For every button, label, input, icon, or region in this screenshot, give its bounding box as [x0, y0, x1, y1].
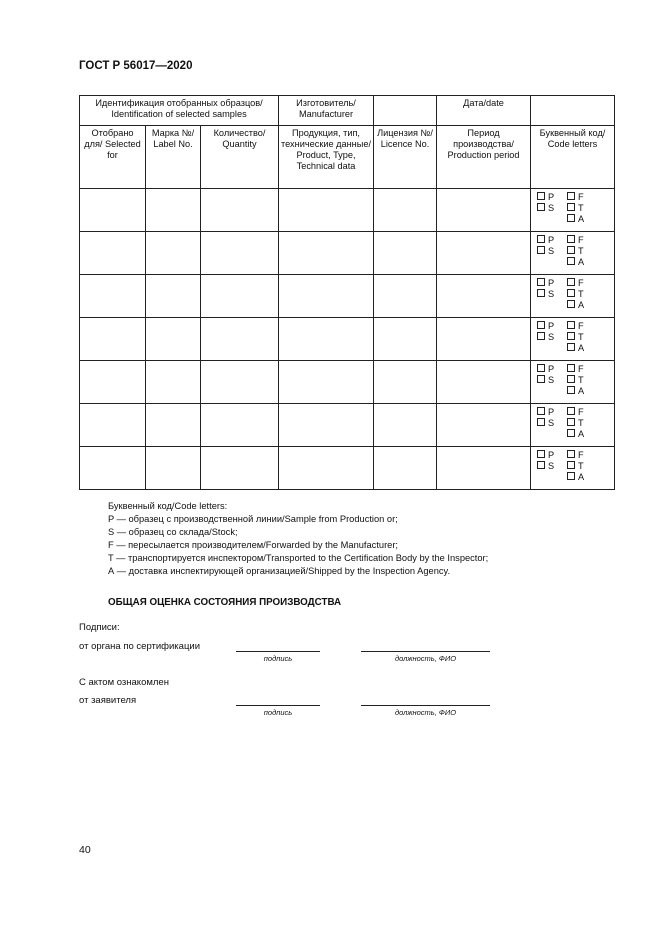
header-empty	[374, 96, 437, 126]
code-option-f[interactable]: F	[567, 192, 584, 203]
col-product: Продукция, тип, технические данные/ Product, Type, Technical data	[279, 126, 374, 189]
cell-product[interactable]	[279, 275, 374, 318]
cell-label-no[interactable]	[146, 189, 201, 232]
code-option-f[interactable]: F	[567, 364, 584, 375]
table-row	[80, 189, 615, 232]
cell-selected-for[interactable]	[80, 404, 146, 447]
code-group-origin	[531, 450, 567, 472]
checkbox-icon[interactable]	[567, 203, 575, 211]
checkbox-icon[interactable]	[567, 472, 575, 480]
note-item: S — образец со склада/Stock;	[108, 527, 238, 537]
checkbox-icon[interactable]	[567, 364, 575, 372]
cell-quantity[interactable]	[201, 404, 279, 447]
cell-code-letters	[531, 318, 615, 361]
code-option-p[interactable]: P	[537, 235, 567, 246]
code-group-origin	[531, 192, 567, 214]
checkbox-icon[interactable]	[567, 450, 575, 458]
cell-product[interactable]	[279, 189, 374, 232]
checkbox-icon[interactable]	[567, 214, 575, 222]
checkbox-icon[interactable]	[567, 192, 575, 200]
checkbox-icon[interactable]	[567, 407, 575, 415]
checkbox-icon[interactable]	[567, 300, 575, 308]
cell-selected-for[interactable]	[80, 447, 146, 490]
checkbox-icon[interactable]	[537, 407, 545, 415]
code-option-s[interactable]: S	[537, 246, 567, 257]
checkbox-icon[interactable]	[537, 332, 545, 340]
table-row	[80, 232, 615, 275]
cell-licence[interactable]	[374, 447, 437, 490]
cell-selected-for[interactable]	[80, 361, 146, 404]
code-option-p[interactable]: P	[537, 278, 567, 289]
header-date-value[interactable]	[531, 96, 615, 126]
code-group-transport	[567, 450, 584, 483]
code-option-t[interactable]: T	[567, 332, 584, 343]
applicant-signature-hint: подпись	[263, 708, 293, 717]
checkbox-icon[interactable]	[537, 192, 545, 200]
acquainted-label: С актом ознакомлен	[79, 677, 169, 688]
cell-quantity[interactable]	[201, 361, 279, 404]
code-group-transport	[567, 278, 584, 311]
checkbox-icon[interactable]	[537, 278, 545, 286]
code-option-a[interactable]: A	[567, 386, 584, 397]
checkbox-icon[interactable]	[537, 418, 545, 426]
col-selected-for: Отобрано для/ Selected for	[80, 126, 146, 189]
col-licence: Лицензия №/ Licence No.	[374, 126, 437, 189]
code-option-f[interactable]: F	[567, 235, 584, 246]
cert-body-signature-line[interactable]	[236, 651, 320, 652]
code-group-transport	[567, 321, 584, 354]
code-option-a[interactable]: A	[567, 343, 584, 354]
applicant-position-line[interactable]	[361, 705, 490, 706]
cell-licence[interactable]	[374, 189, 437, 232]
code-group-origin	[531, 235, 567, 257]
code-option-p[interactable]: P	[537, 364, 567, 375]
cert-body-signature-hint: подпись	[263, 654, 293, 663]
notes-title: Буквенный код/Code letters:	[108, 501, 228, 511]
cell-label-no[interactable]	[146, 232, 201, 275]
cell-quantity[interactable]	[201, 318, 279, 361]
checkbox-icon[interactable]	[537, 246, 545, 254]
checkbox-icon[interactable]	[567, 235, 575, 243]
cell-code-letters	[531, 275, 615, 318]
cell-label-no[interactable]	[146, 361, 201, 404]
checkbox-icon[interactable]	[567, 321, 575, 329]
cell-licence[interactable]	[374, 275, 437, 318]
samples-table	[79, 95, 615, 490]
cell-quantity[interactable]	[201, 232, 279, 275]
cell-selected-for[interactable]	[80, 275, 146, 318]
table-row	[80, 361, 615, 404]
checkbox-icon[interactable]	[567, 375, 575, 383]
checkbox-icon[interactable]	[567, 278, 575, 286]
cell-product[interactable]	[279, 361, 374, 404]
cell-quantity[interactable]	[201, 275, 279, 318]
code-option-p[interactable]: P	[537, 321, 567, 332]
table-column-header-row	[80, 126, 615, 189]
code-option-f[interactable]: F	[567, 278, 584, 289]
cell-production-period[interactable]	[437, 447, 531, 490]
cell-quantity[interactable]	[201, 189, 279, 232]
cert-body-position-line[interactable]	[361, 651, 490, 652]
code-group-transport	[567, 364, 584, 397]
table-row	[80, 447, 615, 490]
cell-label-no[interactable]	[146, 275, 201, 318]
checkbox-icon[interactable]	[537, 321, 545, 329]
cell-code-letters	[531, 404, 615, 447]
cell-production-period[interactable]	[437, 232, 531, 275]
note-item: P — образец с производственной линии/Sample from Production or;	[108, 514, 398, 524]
cell-selected-for[interactable]	[80, 189, 146, 232]
code-option-s[interactable]: S	[537, 375, 567, 386]
table-row	[80, 275, 615, 318]
cell-label-no[interactable]	[146, 318, 201, 361]
cell-label-no[interactable]	[146, 404, 201, 447]
code-option-a[interactable]: A	[567, 472, 584, 483]
code-option-t[interactable]: T	[567, 418, 584, 429]
table-row	[80, 404, 615, 447]
checkbox-icon[interactable]	[537, 203, 545, 211]
cell-code-letters	[531, 232, 615, 275]
header-date: Дата/date	[437, 96, 531, 126]
applicant-position-hint: должность, ФИО	[394, 708, 457, 717]
cell-production-period[interactable]	[437, 275, 531, 318]
checkbox-icon[interactable]	[567, 289, 575, 297]
code-option-a[interactable]: A	[567, 429, 584, 440]
col-production-period: Период производства/ Production period	[437, 126, 531, 189]
code-option-f[interactable]: F	[567, 450, 584, 461]
header-identification: Идентификация отобранных образцов/ Identification of selected samples	[80, 96, 279, 126]
checkbox-icon[interactable]	[567, 418, 575, 426]
assessment-title: ОБЩАЯ ОЦЕНКА СОСТОЯНИЯ ПРОИЗВОДСТВА	[108, 597, 342, 608]
code-group-origin	[531, 278, 567, 300]
cell-code-letters	[531, 361, 615, 404]
code-option-t[interactable]: T	[567, 289, 584, 300]
cell-licence[interactable]	[374, 318, 437, 361]
code-option-s[interactable]: S	[537, 289, 567, 300]
code-option-f[interactable]: F	[567, 407, 584, 418]
cell-product[interactable]	[279, 447, 374, 490]
cert-body-position-hint: должность, ФИО	[394, 654, 457, 663]
cell-production-period[interactable]	[437, 318, 531, 361]
col-label-no: Марка №/ Label No.	[146, 126, 201, 189]
cell-selected-for[interactable]	[80, 318, 146, 361]
col-quantity: Количество/ Quantity	[201, 126, 279, 189]
code-group-origin	[531, 364, 567, 386]
code-group-transport	[567, 407, 584, 440]
code-group-transport	[567, 192, 584, 225]
standard-header: ГОСТ Р 56017—2020	[79, 60, 193, 72]
cell-product[interactable]	[279, 404, 374, 447]
signatures-label: Подписи:	[79, 622, 120, 633]
table-row	[80, 318, 615, 361]
table-top-header-row	[80, 96, 615, 126]
code-option-f[interactable]: F	[567, 321, 584, 332]
checkbox-icon[interactable]	[537, 461, 545, 469]
code-option-p[interactable]: P	[537, 407, 567, 418]
cell-label-no[interactable]	[146, 447, 201, 490]
cell-selected-for[interactable]	[80, 232, 146, 275]
cell-product[interactable]	[279, 318, 374, 361]
checkbox-icon[interactable]	[537, 235, 545, 243]
code-option-a[interactable]: A	[567, 300, 584, 311]
checkbox-icon[interactable]	[567, 246, 575, 254]
applicant-signature-line[interactable]	[236, 705, 320, 706]
checkbox-icon[interactable]	[567, 386, 575, 394]
cell-quantity[interactable]	[201, 447, 279, 490]
code-option-t[interactable]: T	[567, 375, 584, 386]
code-option-a[interactable]: A	[567, 257, 584, 268]
col-code-letters: Буквенный код/ Code letters	[531, 126, 615, 189]
code-group-origin	[531, 321, 567, 343]
note-item: F — пересылается производителем/Forwarded by the Manufacturer;	[108, 540, 399, 550]
code-letters-notes	[108, 500, 488, 578]
checkbox-icon[interactable]	[537, 450, 545, 458]
page-number: 40	[79, 844, 91, 856]
note-item: T — транспортируется инспектором/Transported to the Certification Body by the Inspector;	[108, 553, 489, 563]
note-item: А — доставка инспектирующей организацией/Shipped by the Inspection Agency.	[108, 566, 451, 576]
checkbox-icon[interactable]	[537, 289, 545, 297]
cell-code-letters	[531, 189, 615, 232]
checkbox-icon[interactable]	[567, 461, 575, 469]
code-option-s[interactable]: S	[537, 461, 567, 472]
checkbox-icon[interactable]	[567, 343, 575, 351]
header-manufacturer: Изготовитель/ Manufacturer	[279, 96, 374, 126]
code-group-origin	[531, 407, 567, 429]
code-option-s[interactable]: S	[537, 418, 567, 429]
cell-production-period[interactable]	[437, 404, 531, 447]
code-option-p[interactable]: P	[537, 450, 567, 461]
cell-licence[interactable]	[374, 232, 437, 275]
code-option-p[interactable]: P	[537, 192, 567, 203]
applicant-label: от заявителя	[79, 695, 137, 706]
code-option-a[interactable]: A	[567, 214, 584, 225]
checkbox-icon[interactable]	[567, 429, 575, 437]
cell-code-letters	[531, 447, 615, 490]
checkbox-icon[interactable]	[537, 364, 545, 372]
code-option-t[interactable]: T	[567, 461, 584, 472]
code-group-transport	[567, 235, 584, 268]
code-option-t[interactable]: T	[567, 203, 584, 214]
checkbox-icon[interactable]	[537, 375, 545, 383]
code-option-t[interactable]: T	[567, 246, 584, 257]
checkbox-icon[interactable]	[567, 257, 575, 265]
checkbox-icon[interactable]	[567, 332, 575, 340]
cell-production-period[interactable]	[437, 189, 531, 232]
cell-licence[interactable]	[374, 404, 437, 447]
code-option-s[interactable]: S	[537, 203, 567, 214]
cell-product[interactable]	[279, 232, 374, 275]
cell-licence[interactable]	[374, 361, 437, 404]
code-option-s[interactable]: S	[537, 332, 567, 343]
cell-production-period[interactable]	[437, 361, 531, 404]
cert-body-label: от органа по сертификации	[79, 641, 200, 652]
